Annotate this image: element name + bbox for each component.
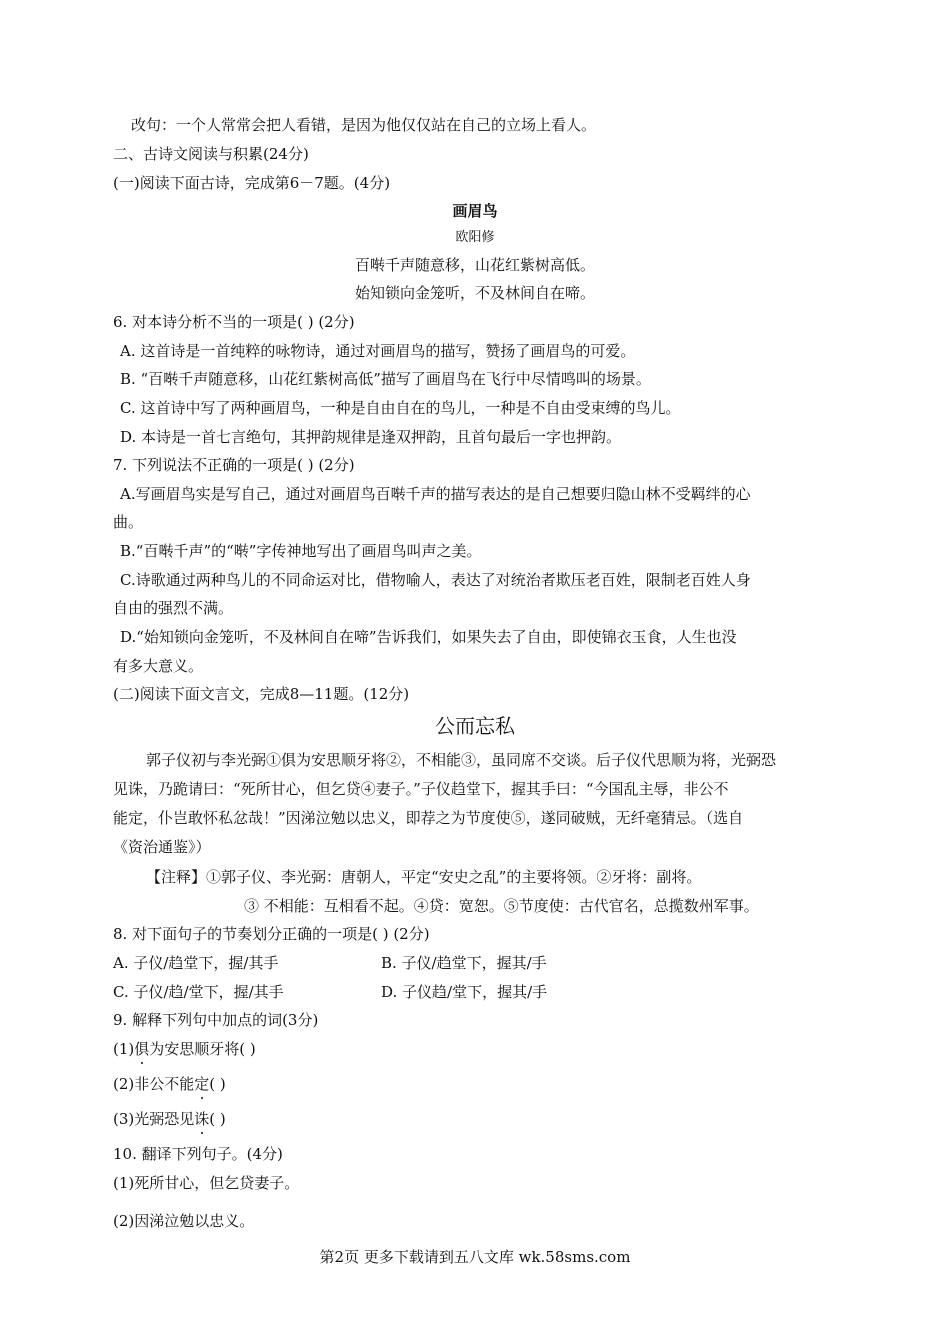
option-a: A. 子仪/趋堂下，握/其手 <box>113 954 279 972</box>
item-text: ( ) <box>209 1110 226 1128</box>
item-number: (1) <box>113 1040 135 1058</box>
question-9: 9. 解释下列句中加点的词(3分) <box>113 1011 319 1029</box>
option-a: A. 这首诗是一首纯粹的咏物诗，通过对画眉鸟的描写，赞扬了画眉鸟的可爱。 <box>120 342 636 360</box>
dotted-word: 诛 <box>194 1110 210 1128</box>
subsection-heading: (二)阅读下面文言文，完成8—11题。(12分) <box>113 685 410 703</box>
option-d: D. 本诗是一首七言绝句，其押韵规律是逢双押韵，且首句最后一字也押韵。 <box>120 428 622 446</box>
passage-line: 见诛，乃跪请曰：“死所甘心，但乞贷④妻子。”子仪趋堂下，握其手曰：“今国乱主辱，非公不 <box>113 780 729 798</box>
option-c: C. 子仪/趋/堂下，握/其手 <box>113 983 284 1001</box>
item-text: (3)光弼恐见 <box>113 1110 195 1128</box>
question-8: 8. 对下面句子的节奏划分正确的一项是( ) (2分) <box>113 925 430 943</box>
dotted-word: 俱 <box>134 1040 150 1058</box>
question-9-item <box>113 1038 845 1060</box>
revised-sentence: 改句：一个人常常会把人看错，是因为他仅仅站在自己的立场上看人。 <box>131 116 597 134</box>
annotation: 【注释】①郭子仪、李光弼：唐朝人，平定“安史之乱”的主要将领。②牙将：副将。 <box>146 868 702 886</box>
question-6: 6. 对本诗分析不当的一项是( ) (2分) <box>113 313 355 331</box>
passage-line: 《资治通鉴》） <box>113 838 211 856</box>
section-heading: 二、古诗文阅读与积累(24分) <box>113 145 309 163</box>
option-b: B. “百啭千声随意移，山花红紫树高低”描写了画眉鸟在飞行中尽情鸣叫的场景。 <box>120 370 651 388</box>
poem-line: 始知锁向金笼听，不及林间自在啼。 <box>354 284 595 302</box>
option-c: C.诗歌通过两种鸟儿的不同命运对比，借物喻人，表达了对统治者欺压老百姓，限制老百姓人身 <box>120 571 751 589</box>
question-10-item: (1)死所甘心，但乞贷妻子。 <box>113 1174 300 1192</box>
question-9-item <box>113 1073 845 1095</box>
annotation: ③ 不相能：互相看不起。④贷：宽恕。⑤节度使：古代官名，总揽数州军事。 <box>244 897 759 915</box>
option-d-cont: 有多大意义。 <box>113 657 204 675</box>
option-c: C. 这首诗中写了两种画眉鸟，一种是自由自在的鸟儿，一种是不自由受束缚的鸟儿。 <box>120 399 681 417</box>
passage-title: 公而忘私 <box>435 714 515 738</box>
poem-author: 欧阳修 <box>455 230 495 245</box>
option-a: A.写画眉鸟实是写自己，通过对画眉鸟百啭千声的描写表达的是自己想要归隐山林不受羁绊的心 <box>120 485 751 503</box>
subsection-heading: (一)阅读下面古诗，完成第6－7题。(4分) <box>113 174 391 192</box>
item-text: 为安思顺牙将( ) <box>149 1040 256 1058</box>
passage-line: 能定，仆岂敢怀私忿哉！”因涕泣勉以忠义，即荐之为节度使⑤，遂同破贼，无纤毫猜忌。（选自 <box>113 809 744 827</box>
dotted-word: 定 <box>194 1075 210 1093</box>
page-footer: 第2页 更多下载请到五八文库 wk.58sms.com <box>319 1248 631 1266</box>
item-text: ( ) <box>209 1075 226 1093</box>
question-10-item: (2)因涕泣勉以忠义。 <box>113 1212 255 1230</box>
option-c-cont: 自由的强烈不满。 <box>113 599 234 617</box>
passage-line: 郭子仪初与李光弼①俱为安思顺牙将②，不相能③，虽同席不交谈。后子仪代思顺为将，光弼恐 <box>146 751 777 769</box>
option-d: D. 子仪趋/堂下，握其/手 <box>381 983 548 1001</box>
question-7: 7. 下列说法不正确的一项是( ) (2分) <box>113 456 355 474</box>
poem-line: 百啭千声随意移，山花红紫树高低。 <box>354 256 595 274</box>
question-10: 10. 翻译下列句子。(4分) <box>113 1145 283 1163</box>
question-9-item <box>113 1108 845 1130</box>
poem-title: 画眉鸟 <box>452 202 498 220</box>
item-text: (2)非公不能 <box>113 1075 195 1093</box>
option-a-cont: 曲。 <box>113 513 144 531</box>
option-b: B.“百啭千声”的“啭”字传神地写出了画眉鸟叫声之美。 <box>120 542 482 560</box>
option-b: B. 子仪/趋堂下，握其/手 <box>381 954 547 972</box>
option-d: D.“始知锁向金笼听，不及林间自在啼”告诉我们，如果失去了自由，即使锦衣玉食，人生也没 <box>120 628 737 646</box>
